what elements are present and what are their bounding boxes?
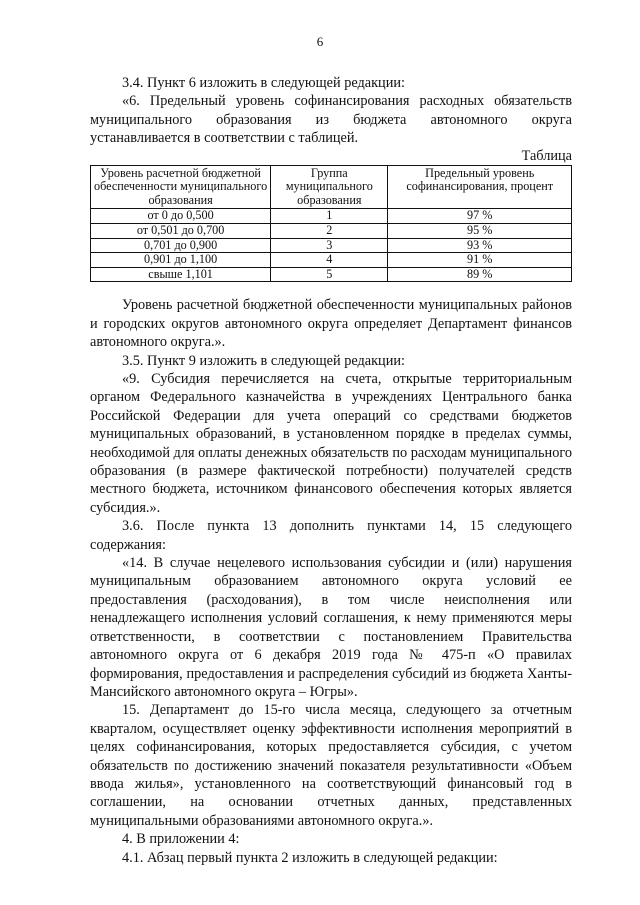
table-cell: 0,701 до 0,900 [91,238,271,253]
table-cell: 2 [271,224,388,239]
table-cell: 97 % [388,209,572,224]
table-cell: 91 % [388,253,572,268]
paragraph: 4. В приложении 4: [122,831,240,848]
table-cell: от 0,501 до 0,700 [91,224,271,239]
table-row [91,238,572,253]
table-row [91,267,572,282]
table-caption: Таблица [521,147,572,164]
text-after-table [90,296,572,867]
table-cell: свыше 1,101 [91,267,271,282]
table-row [91,253,572,268]
paragraph: «9. Субсидия перечисляется на счета, открытые территориальным органом Федерального казначейства в учреждениях Центрального банка Российской Федерации для учета операций со средствами бюджетов муниципальных образований, в установленном порядке в пределах суммы, необходимой для оплаты денежных обязательств по расходам муниципального образования (в размере фактической потребности) получателей средств местного бюджета, источником финансового обеспечения которых является субсидия.». [90,371,573,516]
paragraph: Уровень расчетной бюджетной обеспеченности муниципальных районов и городских округов автономного округа определяет Департамент финансов автономного округа.». [90,297,572,351]
paragraph: «14. В случае нецелевого использования субсидии и (или) нарушения муниципальным образованием автономного округа условий ее предоставления (расходования), в том числе неисполнения или ненадлежащего исполнения условий соглашения, к нему применяются меры ответственности, в соответствии с постановлением Правительства автономного округа от 6 декабря 2019 года № 475-п «О правилах формирования, предоставления и распределения субсидий из бюджета Ханты-Мансийского автономного округа – Югры». [90,555,572,700]
table-row [91,209,572,224]
subsidy-table [90,165,572,283]
paragraph: «6. Предельный уровень софинансирования расходных обязательств муниципального образования из бюджета автономного округа устанавливается в соответствии с таблицей. [90,93,572,147]
table-cell: 1 [271,209,388,224]
table-cell: 95 % [388,224,572,239]
table-cell: от 0 до 0,500 [91,209,271,224]
paragraph: 4.1. Абзац первый пункта 2 изложить в следующей редакции: [122,849,498,866]
table-cell: 3 [271,238,388,253]
table-header-cell: Группа муниципального образования [271,165,388,209]
table-header-row [91,165,572,209]
paragraph: 3.6. После пункта 13 дополнить пунктами 14, 15 следующего содержания: [90,518,572,553]
page-number: 6 [316,34,324,49]
paragraph: 3.4. Пункт 6 изложить в следующей редакции: [122,75,405,91]
document-body [90,74,572,867]
table-cell: 93 % [388,238,572,253]
table-cell: 4 [271,253,388,268]
paragraph: 3.5. Пункт 9 изложить в следующей редакции: [122,352,405,369]
table-cell: 0,901 до 1,100 [91,253,271,268]
table-cell: 89 % [388,267,572,282]
table-row [91,224,572,239]
table-header-cell: Предельный уровень софинансирования, процент [388,165,572,209]
table-header-cell: Уровень расчетной бюджетной обеспеченности муниципального образования [91,165,271,209]
paragraph: 15. Департамент до 15-го числа месяца, следующего за отчетным кварталом, осуществляет оценку эффективности исполнения мероприятий в целях софинансирования, которых предоставляется субсидия, с учетом обязательств по достижению значений показателя результативности «Объем ввода жилья», установленного на соответствующий финансовый год в соглашении, на основании отчетных данных, представленных муниципальными образованиями автономного округа.». [90,702,572,829]
table-cell: 5 [271,267,388,282]
